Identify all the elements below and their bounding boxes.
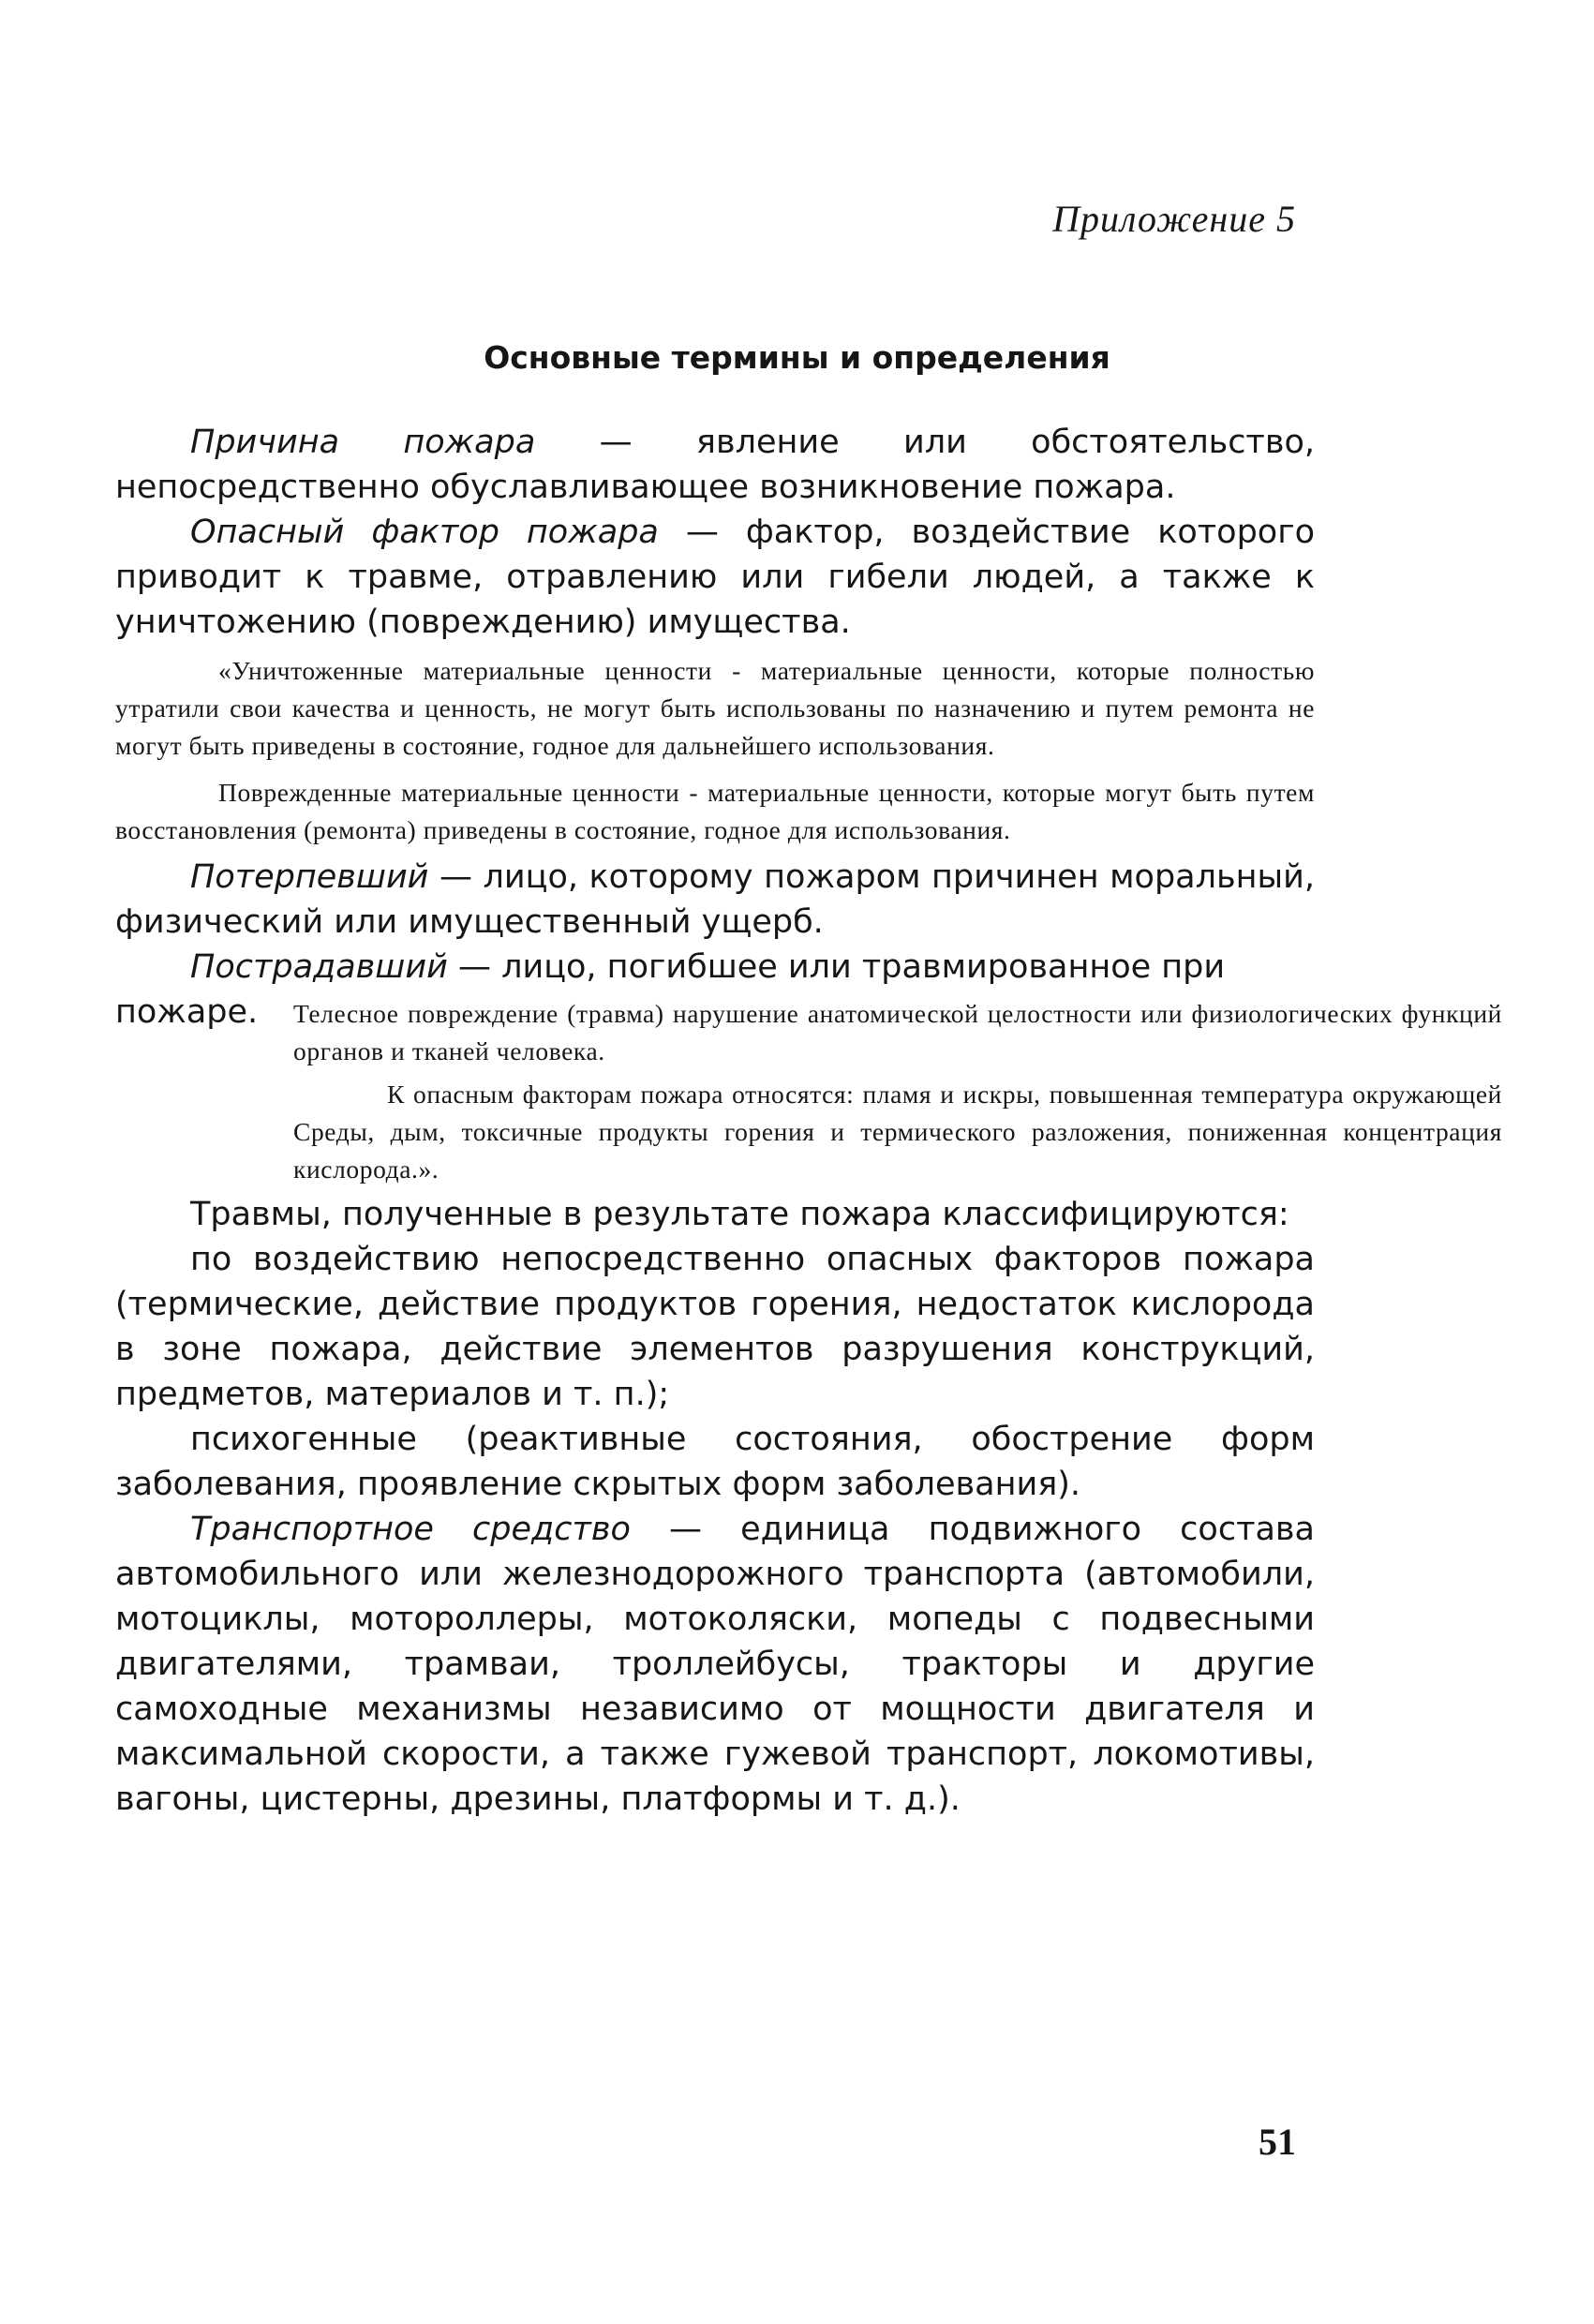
definition-injured-party-text: — лицо, которому пожаром причинен моральный, физический или имущественный ущерб. xyxy=(115,858,1315,941)
term-fire-cause: Причина пожара xyxy=(190,424,536,461)
note-hazard-factors: К опасным факторам пожара относятся: пламя и искры, повышенная температура окружающей Среды, дым, токсичные продукты горения и термического разложения, пониженная концентрация кислорода.». xyxy=(293,1080,1502,1184)
note-damaged-values: Поврежденные материальные ценности - материальные ценности, которые могут быть путем восстановления (ремонта) приведены в состояние, годное для использования. xyxy=(115,778,1315,844)
definition-fire-hazard-text: — фактор, воздействие которого приводит к травме, отравлению или гибели людей, а также к уничтожению (повреждению) имущества. xyxy=(115,514,1316,641)
term-fire-hazard: Опасный фактор пожара xyxy=(190,514,659,551)
definition-vehicle-text: — единица подвижного состава автомобильного или железнодорожного транспорта (автомобили, мотоциклы, мотороллеры, мотоколяски, мопеды с подвесными двигателями, трамваи, троллейбусы, тракторы и другие самоходные механизмы независимо от мощности двигателя и максимальной скорости, а также гужевой транспорт, локомотивы, вагоны, цистерны, дрезины, платформы и т. д.). xyxy=(115,1511,1315,1818)
definition-fire-cause xyxy=(115,420,1315,510)
term-injured-party: Потерпевший xyxy=(190,858,429,896)
definition-fire-cause-text: — явление или обстоятельство, непосредственно обуславливающее возникновение пожара. xyxy=(115,424,1315,506)
victim-continuation xyxy=(115,990,1502,1188)
document-title: Основные термины и определения xyxy=(484,339,1110,376)
list-item-psychogenic: психогенные (реактивные состояния, обострение форм заболевания, проявление скрытых форм заболевания). xyxy=(115,1421,1315,1503)
note-injury: Телесное повреждение (травма) нарушение анатомической целостности или физиологических функций органов и тканей человека. xyxy=(293,999,1502,1065)
term-victim: Пострадавший xyxy=(190,948,448,986)
term-vehicle: Транспортное средство xyxy=(190,1511,631,1548)
appendix-label: Приложение 5 xyxy=(1052,198,1296,240)
note-block-values xyxy=(115,652,1315,849)
note-block-injury xyxy=(293,990,1502,1188)
list-item-direct-factors: по воздействию непосредственно опасных факторов пожара (термические, действие продуктов горения, недостаток кислорода в зоне пожара, действие элементов разрушения конструкций, предметов, материалов и т. п.); xyxy=(115,1241,1315,1413)
note-destroyed-values: «Уничтоженные материальные ценности - материальные ценности, которые полностью утратили свои качества и ценность, не могут быть использованы по назначению и путем ремонта не могут быть приведены в состояние, годное для дальнейшего использования. xyxy=(115,656,1315,760)
victim-tail-text: пожаре. xyxy=(115,993,259,1031)
definition-victim-text: — лицо, погибшее или травмированное при xyxy=(447,948,1226,986)
page-number: 51 xyxy=(1259,2121,1296,2163)
definition-injured-party xyxy=(115,855,1315,945)
injuries-classification: Травмы, полученные в результате пожара классифицируются: xyxy=(190,1196,1289,1233)
document-body xyxy=(115,420,1502,1822)
definition-fire-hazard xyxy=(115,510,1315,645)
definition-vehicle xyxy=(115,1507,1315,1822)
definition-victim xyxy=(115,945,1315,990)
